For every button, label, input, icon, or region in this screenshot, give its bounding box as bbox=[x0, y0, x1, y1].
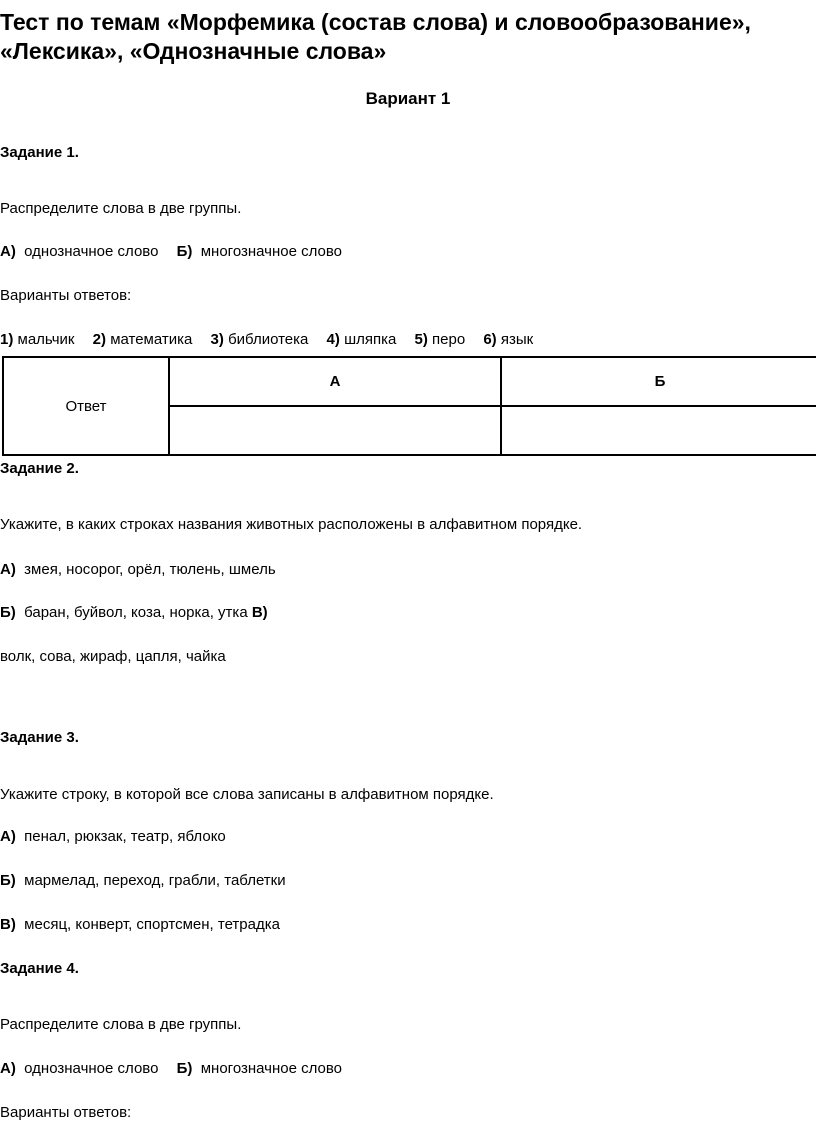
task-2-option-b: Б) баран, буйвол, коза, норка, утка В) bbox=[0, 604, 268, 621]
group-b-key: Б) bbox=[176, 243, 193, 260]
task-2-instruction: Укажите, в каких строках названия животных расположены в алфавитном порядке. bbox=[0, 516, 583, 533]
word-item: 3) библиотека bbox=[210, 331, 309, 348]
task-1-groups bbox=[0, 243, 342, 261]
task-4-instruction: Распределите слова в две группы. bbox=[0, 1016, 242, 1033]
answer-table bbox=[2, 356, 816, 456]
word-item: 5) перо bbox=[414, 331, 466, 348]
variant-heading: Вариант 1 bbox=[365, 89, 451, 108]
task-3-heading: Задание 3. bbox=[0, 729, 79, 746]
column-b-header: Б bbox=[501, 357, 816, 406]
answer-cell-b[interactable] bbox=[501, 406, 816, 455]
task-2-heading: Задание 2. bbox=[0, 460, 79, 477]
word-item: 2) математика bbox=[92, 331, 193, 348]
task-2-option-c-key: В) bbox=[251, 604, 268, 621]
task-3-option-b: Б) мармелад, переход, грабли, таблетки bbox=[0, 872, 286, 889]
word-item: 4) шляпка bbox=[326, 331, 397, 348]
word-item: 6) язык bbox=[483, 331, 534, 348]
task-4-answers-label: Варианты ответов: bbox=[0, 1104, 132, 1121]
task-1-heading: Задание 1. bbox=[0, 144, 79, 161]
task-3-option-c: В) месяц, конверт, спортсмен, тетрадка bbox=[0, 916, 280, 933]
word-item: 1) мальчик bbox=[0, 331, 75, 348]
task-2-option-c: волк, сова, жираф, цапля, чайка bbox=[0, 648, 226, 665]
group-b-label: многозначное слово bbox=[200, 243, 343, 260]
task-3-instruction: Укажите строку, в которой все слова записаны в алфавитном порядке. bbox=[0, 786, 494, 803]
page-title: Тест по темам «Морфемика (состав слова) и словообразование», «Лексика», «Однозначные слова» bbox=[0, 9, 751, 64]
group-a-key: А) bbox=[0, 243, 16, 260]
task-2-option-a: А) змея, носорог, орёл, тюлень, шмель bbox=[0, 561, 276, 578]
task-4-groups: А) однозначное слово Б) многозначное слово bbox=[0, 1060, 343, 1077]
column-a-header: А bbox=[169, 357, 501, 406]
task-4-heading: Задание 4. bbox=[0, 960, 79, 977]
task-1-answers-label: Варианты ответов: bbox=[0, 287, 132, 304]
answer-cell-a[interactable] bbox=[169, 406, 501, 455]
answer-row-label: Ответ bbox=[3, 357, 169, 455]
task-1-word-list bbox=[0, 331, 533, 349]
group-a-label: однозначное слово bbox=[24, 243, 159, 260]
task-3-option-a: А) пенал, рюкзак, театр, яблоко bbox=[0, 828, 226, 845]
task-1-instruction: Распределите слова в две группы. bbox=[0, 200, 242, 217]
